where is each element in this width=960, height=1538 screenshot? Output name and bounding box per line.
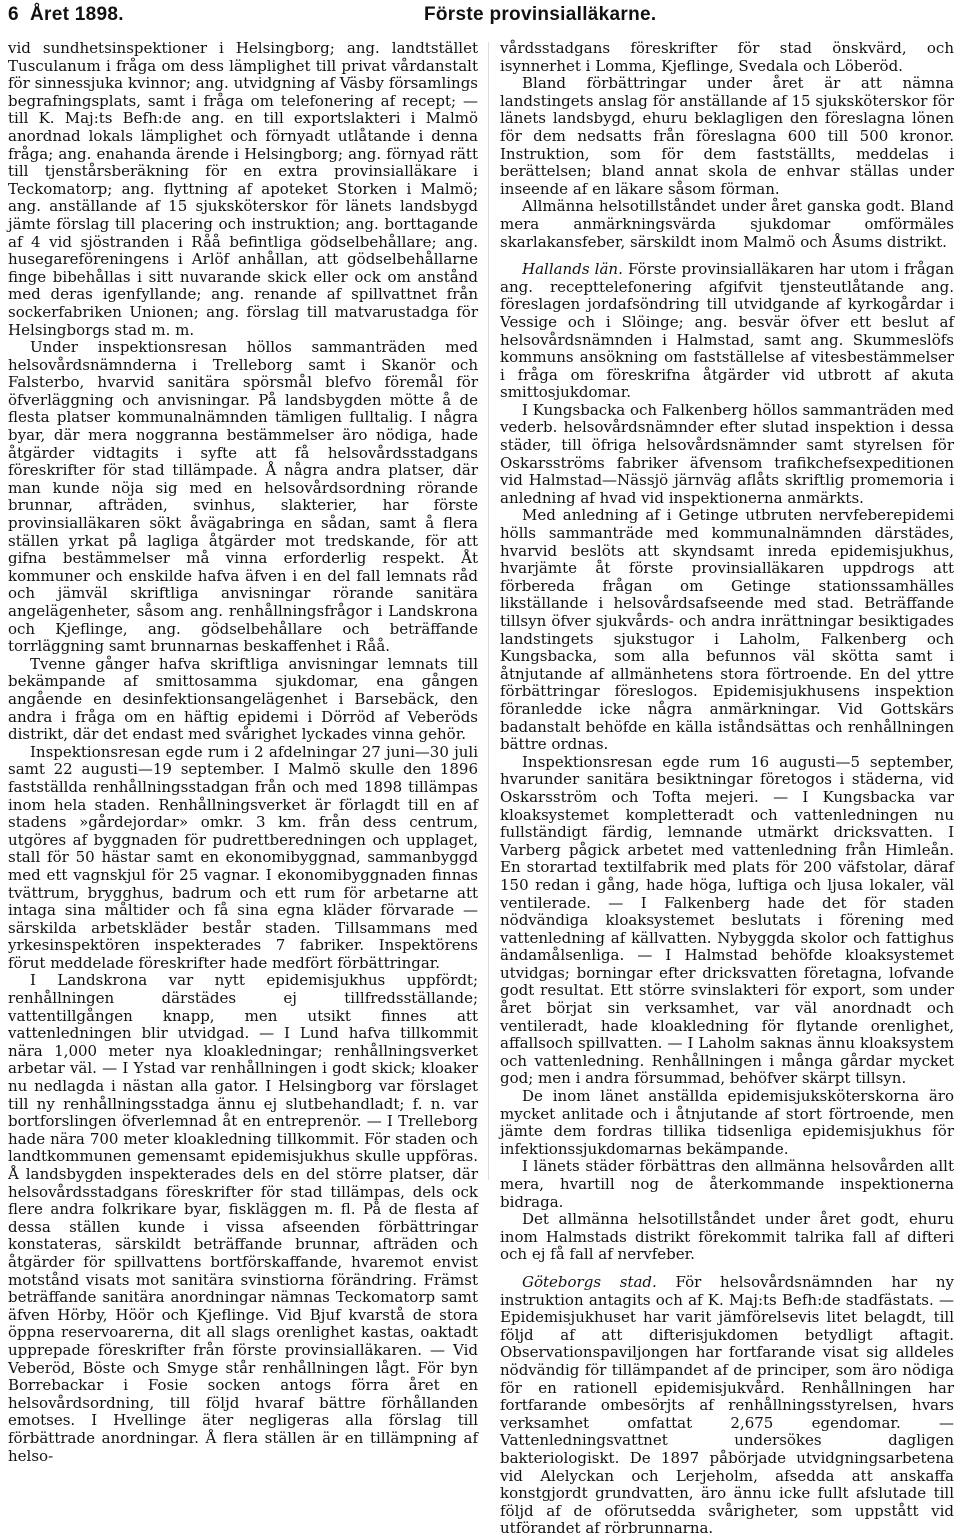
paragraph-text: Inspektionsresan egde rum 16 augusti—5 september, hvarunder sanitära besiktningar företogos i städerna, vid Oskarsström och Tofta mejeri. — I Kungsbacka var kloaksystemet kompletteradt och vattenledningen nu fullständigt färdig, lemnande utmärkt dricksvatten. I Varberg pågick arbetet med vattenledning från Himleån. En storartad textilfabrik med plats för 200 väfstolar, däraf 150 redan i gång, hade höga, luftiga och ljusa lokaler, väl ventilerade. — I Falkenberg hade det för staden nödvändiga kloaksystemet beslutats i förening med vattenledning af källvatten. Nybyggda skolor och fattighus ändamålsenliga. — I Halmstad behöfde kloaksystemet utvidgas; borningar efter dricksvatten företagna, lofvande godt resultat. Ett större svinslakteri för export, som under året börjat sin verksamhet, var väl anordnadt och ventileradt, hade kloakledning för flytande orenlighet, affallsoch spillvatten. — I Laholm saknas ännu kloaksystem och vattenledning. Renhållningen i många gårdar mycket god; men i andra försummad, behöfver skärpt tillsyn. — [500, 752, 954, 1088]
paragraph — [500, 1088, 954, 1158]
section-heading: Göteborgs stad. — [522, 1272, 657, 1291]
right-column — [500, 39, 954, 1538]
paragraph-text: vid sundhetsinspektioner i Helsingborg; ang. landtstället Tusculanum i fråga om dess lämplighet till privat vårdanstalt för sinnessjuka kvinnor; ang. utvidgning af Väsby församlings begrafningsplats, samt i fråga om telefonering af recept; — till K. Maj:ts Befh:de ang. en till exportslakteri i Malmö anordnad lokals lämplighet och förnyadt utlåtande i denna fråga; ang. enahanda ärende i Helsingborg; ang. förnyad rätt till tjenstårsberäkning för en extra provinsialläkare i Teckomatorp; ang. flyttning af apoteket Storken i Malmö; ang. anställande af 15 sjuksköterskor för länets landsbygd jämte förslag till placering och instruktion; ang. borttagande af 4 vid sjöstranden i Råå befintliga gödselbehållare; ang. husegareföreningens i Arlöf anhållan, att gödselbehållarne finge bibehållas i sitt nuvarande skick eller ock om anstånd med deras igenfyllande; ang. renande af spillvattnet från sockerfabriken Unionen; ang. förslag till matvarustadga för Helsingborgs stad m. m. — [8, 39, 478, 339]
paragraph — [8, 40, 478, 339]
paragraph — [8, 656, 478, 744]
paragraph — [500, 198, 954, 251]
paragraph — [500, 507, 954, 753]
paragraph — [500, 40, 954, 75]
paragraph-text: Det allmänna helsotillståndet under året godt, ehuru inom Halmstads distrikt förekommit talrika fall af difteri och ej få fall af nervfeber. — [500, 1210, 954, 1264]
paragraph — [500, 75, 954, 198]
paragraph-text: De inom länet anställda epidemisjuksköterskorna äro mycket anlitade och i åtnjutande af stort förtroende, men jämte dem fordras tillika tidsenliga epidemisjukhus för infektionssjukdomarnas bekämpande. — [500, 1087, 954, 1158]
paragraph-text: Bland förbättringar under året är att nämna landstingets anslag för anställande af 15 sjuksköterskor för länets landsbygd, ehuru beklagligen den föreslagna lönen för dem nedsatts från föreslagna 600 till 500 kronor. Instruktion, som för dem fastställts, meddelas i berättelsen; bland annat skola de enhvar ställas under inseende af en läkare såsom förman. — [500, 74, 954, 198]
page-number: 6 — [8, 4, 19, 25]
paragraph-text: vårdsstadgans föreskrifter för stad önskvärd, och isynnerhet i Lomma, Kjeflinge, Svedala och Löberöd. — [500, 39, 954, 75]
paragraph-text: Allmänna helsotillståndet under året ganska godt. Bland mera anmärkningsvärda sjukdomar omförmäles skarlakansfeber, särskildt inom Malmö och Åsums distrikt. — [500, 197, 954, 251]
paragraph — [8, 972, 478, 1465]
paragraph-text: För helsovårdsnämnden har ny instruktion antagits och af K. Maj:ts Befh:de stadfästats. — Epidemisjukhuset har varit jämförelsevis litet belagdt, till följd af att difterisjukdomen betydligt aftagit. Observationspaviljongen har fortfarande visat sig alldeles nödvändig för tillämpandet af de principer, som äro nödiga för en rationell epidemisjukvård. Renhållningen har fortfarande ombesörjts af renhållningsstyrelsen, hvars verksamhet omfattat 2,675 egendomar. — Vattenledningsvattnet undersökes dagligen bakteriologiskt. De 1897 påbörjade utvidgningsarbetena vid Alelyckan och Lerjeholm, afsedda att anskaffa konstgjordt grundvatten, äro ännu icke fullt afslutade till följd af de oförutsedda svårigheter, som uppstått vid utförandet af rörbrunnarna. — [500, 1272, 954, 1538]
paragraph — [500, 1158, 954, 1211]
section-heading: Hallands län. — [522, 260, 623, 279]
paragraph-text: Förste provinsialläkaren har utom i frågan ang. recepttelefonering afgifvit tjensteutlåtande ang. föreslagen jordafsöndring till utvidgande af kyrkogårdar i Vessige och i Slöinge; ang. besvär öfver ett beslut af helsovårdsnämnden i Halmstad, samt ang. Skummeslöfs kommuns ansökning om fastställelse af vitesbestämmelser i fråga om föreskrifna åtgärder vid utbrott af akuta smittosjukdomar. — [500, 260, 954, 402]
paragraph — [500, 1274, 954, 1538]
paragraph-text: I Landskrona var nytt epidemisjukhus uppfördt; renhållningen därstädes ej tillfredsställande; vattentillgången knapp, men utsikt finnes att vattenledningen blir utvidgad. — I Lund hafva tillkommit nära 1,000 meter nya kloakledningar; renhållningsverket arbetar väl. — I Ystad var renhållningen i godt skick; kloaker nu nedlagda i nästan alla gator. I Helsingborg var förslaget till ny renhållningsstadga ännu ej slutbehandladt; f. n. var bortforslingen öfverlemnad åt en entreprenör. — I Trelleborg hade nära 700 meter kloakledning tillkommit. För staden och landtkommunen gemensamt epidemisjukhus skulle uppföras. Å landsbygden inspekterades dels en del större platser, där helsovårdsstadgans föreskrifter för stad tillämpas, dels ock flere andra folkrikare byar, fiskläggen m. fl. På de flesta af dessa ställen kunde i vissa afseenden förbättringar konstateras, särskildt beträffande brunnar, afträden och åtgärder för spillvattens bortförskaffande, hvaremot envist motstånd visats mot sanitära svinstiorna förändring. Främst beträffande sanitära anordningar nämnas Teckomatorp samt äfven Hörby, Höör och Kjeflinge. Vid Bjuf kvarstå de stora öppna reservoarerna, dit all slags orenlighet kastas, oaktadt upprepade föreskrifter från förste provinsialläkaren. — Vid Veberöd, Böste och Smyge står renhållningen lågt. För byn Borrebackar i Fosie socken antogs förra året en helsovårdsordning, till följd hvaraf bättre förhållanden emotses. I Hvellinge äter negligeras alla förslag till förbättrade anordningar. Å flera ställen är en tillämpning af helso- — [8, 971, 478, 1465]
paragraph — [500, 402, 954, 508]
running-header — [0, 0, 960, 34]
paragraph — [8, 339, 478, 656]
header-year: Året 1898. — [30, 4, 124, 25]
column-divider — [488, 42, 489, 1180]
paragraph-text: Inspektionsresan egde rum i 2 afdelningar 27 juni—30 juli samt 22 augusti—19 september. I Malmö skulle den 1896 fastställda renhållningsstadgan från och med 1898 tillämpas inom hela staden. Renhållningsverket är förlagdt till en af stadens »gårdejordar» omkr. 3 km. från dess centrum, utgöres af byggnaden för pudrettberedningen och upplaget, stall för 50 hästar samt en ekonomibyggnad, sammanbyggd med ett vagnskjul för 25 vagnar. I ekonomibyggnaden finnas tvättrum, brygghus, badrum och ett rum för arbetarne att intaga sina måltider och få sina egna kläder förvarade — särskilda arbetskläder består staden. Tillsammans med yrkesinspektören inspekterades 7 fabriker. Inspektörens förut meddelade föreskrifter hade medfört förbättringar. — [8, 742, 478, 972]
paragraph-text: Med anledning af i Getinge utbruten nervfeberepidemi hölls sammanträde med kommunalnämnden därstädes, hvarvid beslöts att skyndsamt inreda epidemisjukhus, hvarjämte åt förste provinsialläkaren uppdrogs att förbereda frågan om Getinge stationssamhälles likställande i helsovårdsafseende med stad. Beträffande tillsyn öfver sjukvårds- och andra inrättningar besiktigades landstingets sjukstugor i Laholm, Falkenberg och Kungsbacka, som alla befunnos väl skötta samt i åtnjutande af allmänhetens stora förtroende. En del yttre förbättringar föreslogos. Epidemisjukhusens inspektion föranledde icke några anmärkningar. Vid Gottskärs badanstalt behöfde en källa iståndsättas och renhållningen bättre ordnas. — [500, 506, 954, 754]
paragraph — [500, 1211, 954, 1264]
paragraph-text: Tvenne gånger hafva skriftliga anvisningar lemnats till bekämpande af smittosamma sjukdomar, ena gången angående en desinfektionsangelägenhet i Barsebäck, den andra i fråga om en häftig epidemi i Dörröd af Veberöds distrikt, där det endast med svårighet lyckades vinna gehör. — [8, 654, 478, 744]
paragraph-text: Under inspektionsresan höllos sammanträden med helsovårdsnämnderna i Trelleborg samt i Skanör och Falsterbo, hvarvid sanitära spörsmål blefvo föremål för öfverläggning och anvisningar. På landsbygden mötte å de flesta platser kommunalnämnden tämligen fulltalig. I några byar, där mera noggranna bestämmelser äro nödiga, hade åtgärder vidtagits i syfte att få helsovårdsstadgans föreskrifter för stad tillämpade. Å några andra platser, där man kunde nöja sig med en helsovårdsordning rörande brunnar, afträden, svinhus, slakterier, har förste provinsialläkaren sökt åvägabringa en sådan, samt å flera ställen yrkat på lagliga åtgärder mot tredskande, för att gifna bestämmelser må vinna erforderlig respekt. Åt kommuner och enskilde hafva äfven i en del fall lemnats råd och jämväl skriftliga anvisningar rörande sanitära angelägenheter, såsom ang. renhållningsfrågor i Landskrona och Kjeflinge, ang. gödselbehållare och beträffande torrläggning samt brunnarnas beskaffenhet i Råå. — [8, 338, 478, 656]
paragraph-text: I länets städer förbättras den allmänna helsovården allt mera, hvartill nog de återkommande inspektionerna bidraga. — [500, 1157, 954, 1211]
header-section-title: Förste provinsialläkarne. — [424, 4, 657, 25]
paragraph-text: I Kungsbacka och Falkenberg höllos sammanträden med vederb. helsovårdsnämnder efter slutad inspektion i dessa städer, till öfriga helsovårdsnämnder samt styrelsen för Oskarsströms fabriker äfvensom trafikchefsexpeditionen vid Halmstad—Nässjö järnväg aflåts skriftlig promemoria i anledning af hvad vid inspektionerna anmärkts. — [500, 400, 954, 507]
left-column — [8, 39, 478, 1465]
paragraph — [8, 744, 478, 973]
paragraph — [500, 754, 954, 1088]
paragraph — [500, 261, 954, 402]
